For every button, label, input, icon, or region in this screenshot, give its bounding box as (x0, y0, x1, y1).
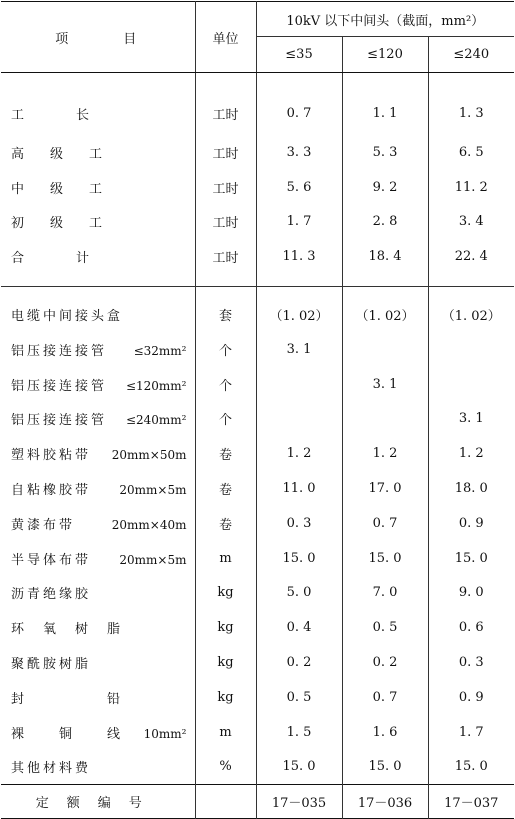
material-name: 沥青绝缘胶 (11, 587, 92, 603)
material-unit: m (195, 715, 256, 750)
material-name: 裸 铜 线 (11, 726, 124, 742)
material-spec: 20mm×40m (111, 517, 187, 532)
size-header-35: ≤35 (256, 37, 342, 73)
quota-table (1, 1, 514, 819)
material-row (1, 610, 514, 645)
material-value: 15. 0 (342, 541, 428, 576)
material-spec: ≤32mm² (133, 343, 187, 358)
material-unit: 个 (195, 332, 256, 367)
labor-row (1, 205, 514, 240)
material-value: 3. 1 (342, 367, 428, 402)
size-header-120: ≤120 (342, 37, 428, 73)
material-item-wrap (11, 514, 187, 533)
material-row (1, 541, 514, 576)
material-value (342, 402, 428, 437)
material-item (1, 471, 195, 506)
labor-section (1, 73, 514, 287)
material-item-wrap (11, 375, 187, 394)
material-row (1, 471, 514, 506)
material-section (1, 287, 514, 785)
material-value: 17. 0 (342, 471, 428, 506)
material-value: 15. 0 (428, 750, 514, 785)
labor-value: 5. 6 (256, 170, 342, 205)
material-value: 15. 0 (342, 750, 428, 785)
labor-unit: 工时 (195, 73, 256, 136)
material-value: 1. 2 (342, 436, 428, 471)
material-value: 0. 9 (428, 680, 514, 715)
material-value: 0. 5 (256, 680, 342, 715)
material-value: 1. 5 (256, 715, 342, 750)
material-name: 其他材料费 (11, 761, 92, 777)
material-row (1, 436, 514, 471)
material-name: 封 铅 (11, 691, 124, 707)
labor-value: 1. 1 (342, 73, 428, 136)
labor-unit: 工时 (195, 205, 256, 240)
material-item (1, 680, 195, 715)
material-name: 聚酰胺树脂 (11, 657, 92, 673)
material-unit: kg (195, 645, 256, 680)
material-item-wrap (11, 653, 187, 672)
size-header-240: ≤240 (428, 37, 514, 73)
labor-value: 2. 8 (342, 205, 428, 240)
material-value: 3. 1 (256, 332, 342, 367)
material-value: 0. 6 (428, 610, 514, 645)
material-spec: ≤120mm² (125, 378, 187, 393)
material-name: 电缆中间接头盒 (11, 309, 124, 325)
material-spec: 20mm×5m (119, 552, 187, 567)
labor-value: 3. 4 (428, 205, 514, 240)
material-row (1, 715, 514, 750)
material-item (1, 367, 195, 402)
labor-unit: 工时 (195, 239, 256, 286)
material-value: 0. 3 (428, 645, 514, 680)
material-item-wrap (11, 618, 187, 637)
material-item (1, 402, 195, 437)
material-row (1, 576, 514, 611)
material-value: 0. 2 (256, 645, 342, 680)
material-row (1, 402, 514, 437)
material-unit: kg (195, 680, 256, 715)
material-name: 黄漆布带 (11, 517, 76, 533)
material-row (1, 680, 514, 715)
material-row (1, 506, 514, 541)
material-value: 0. 5 (342, 610, 428, 645)
material-name: 塑料胶粘带 (11, 448, 92, 464)
material-row (1, 750, 514, 785)
material-spec: 20mm×50m (111, 448, 187, 463)
material-item-wrap (11, 305, 187, 324)
material-row (1, 332, 514, 367)
material-item (1, 332, 195, 367)
material-row (1, 367, 514, 402)
labor-value: 1. 7 (256, 205, 342, 240)
labor-row (1, 170, 514, 205)
material-value: 1. 6 (342, 715, 428, 750)
labor-value: 11. 3 (256, 239, 342, 286)
material-item-wrap (11, 409, 187, 428)
material-unit: 卷 (195, 471, 256, 506)
material-value: 0. 3 (256, 506, 342, 541)
material-value: 0. 2 (342, 645, 428, 680)
material-value: 5. 0 (256, 576, 342, 611)
labor-value: 11. 2 (428, 170, 514, 205)
labor-value: 18. 4 (342, 239, 428, 286)
material-spec: 20mm×5m (119, 483, 187, 498)
material-value (342, 332, 428, 367)
material-value: （1. 02） (428, 287, 514, 332)
material-unit: 套 (195, 287, 256, 332)
labor-value: 0. 7 (256, 73, 342, 136)
labor-name: 初 级 工 (11, 216, 103, 232)
material-row (1, 287, 514, 332)
labor-value: 6. 5 (428, 135, 514, 170)
material-value: 0. 7 (342, 506, 428, 541)
material-item (1, 287, 195, 332)
material-value: 15. 0 (256, 750, 342, 785)
material-value: 15. 0 (428, 541, 514, 576)
material-name: 铝压接连接管 (11, 378, 108, 394)
material-value: 0. 9 (428, 506, 514, 541)
labor-value: 9. 2 (342, 170, 428, 205)
material-unit: kg (195, 576, 256, 611)
quota-code: 17－037 (428, 785, 514, 819)
material-unit: kg (195, 610, 256, 645)
labor-row (1, 135, 514, 170)
material-row (1, 645, 514, 680)
material-name: 环 氧 树 脂 (11, 622, 124, 638)
labor-value: 1. 3 (428, 73, 514, 136)
labor-value: 3. 3 (256, 135, 342, 170)
material-spec: ≤240mm² (125, 413, 187, 428)
material-value: 0. 4 (256, 610, 342, 645)
material-item (1, 715, 195, 750)
material-item-wrap (11, 549, 187, 568)
material-item (1, 506, 195, 541)
material-item-wrap (11, 688, 187, 707)
labor-value: 22. 4 (428, 239, 514, 286)
material-value (428, 332, 514, 367)
material-item (1, 610, 195, 645)
quota-code: 17－035 (256, 785, 342, 819)
material-unit: 个 (195, 402, 256, 437)
material-value (428, 367, 514, 402)
material-item (1, 576, 195, 611)
material-name: 自粘橡胶带 (11, 483, 92, 499)
labor-name: 工 长 (11, 107, 90, 123)
material-unit: m (195, 541, 256, 576)
material-item-wrap (11, 723, 187, 742)
material-item (1, 541, 195, 576)
material-value: 3. 1 (428, 402, 514, 437)
material-value: （1. 02） (342, 287, 428, 332)
group-title: 10kV 以下中间头（截面，mm²） (256, 2, 514, 37)
material-item-wrap (11, 583, 187, 602)
labor-name: 中 级 工 (11, 181, 103, 197)
material-value: 0. 7 (342, 680, 428, 715)
labor-row (1, 239, 514, 286)
material-value: 15. 0 (256, 541, 342, 576)
material-name: 半导体布带 (11, 552, 92, 568)
material-value (256, 402, 342, 437)
labor-unit: 工时 (195, 170, 256, 205)
labor-row (1, 73, 514, 136)
quota-code: 17－036 (342, 785, 428, 819)
labor-value: 5. 3 (342, 135, 428, 170)
labor-unit: 工时 (195, 135, 256, 170)
footer-label: 定额编号 (35, 796, 160, 812)
material-value: 7. 0 (342, 576, 428, 611)
material-spec: 10mm² (143, 726, 187, 741)
material-item (1, 436, 195, 471)
material-unit: 卷 (195, 506, 256, 541)
material-value: （1. 02） (256, 287, 342, 332)
material-item-wrap (11, 444, 187, 463)
material-value (256, 367, 342, 402)
material-item (1, 645, 195, 680)
labor-name: 高 级 工 (11, 146, 103, 162)
material-value: 1. 2 (256, 436, 342, 471)
material-item-wrap (11, 757, 187, 776)
material-item-wrap (11, 479, 187, 498)
material-item (1, 750, 195, 785)
material-value: 18. 0 (428, 471, 514, 506)
material-name: 铝压接连接管 (11, 343, 108, 359)
material-value: 9. 0 (428, 576, 514, 611)
material-value: 1. 7 (428, 715, 514, 750)
material-value: 1. 2 (428, 436, 514, 471)
material-name: 铝压接连接管 (11, 413, 108, 429)
material-value: 11. 0 (256, 471, 342, 506)
material-unit: 卷 (195, 436, 256, 471)
material-item-wrap (11, 340, 187, 359)
material-unit: 个 (195, 367, 256, 402)
labor-name: 合 计 (1, 239, 195, 286)
material-unit: % (195, 750, 256, 785)
unit-column-header: 单位 (195, 2, 256, 73)
item-column-header: 项 目 (1, 2, 195, 73)
